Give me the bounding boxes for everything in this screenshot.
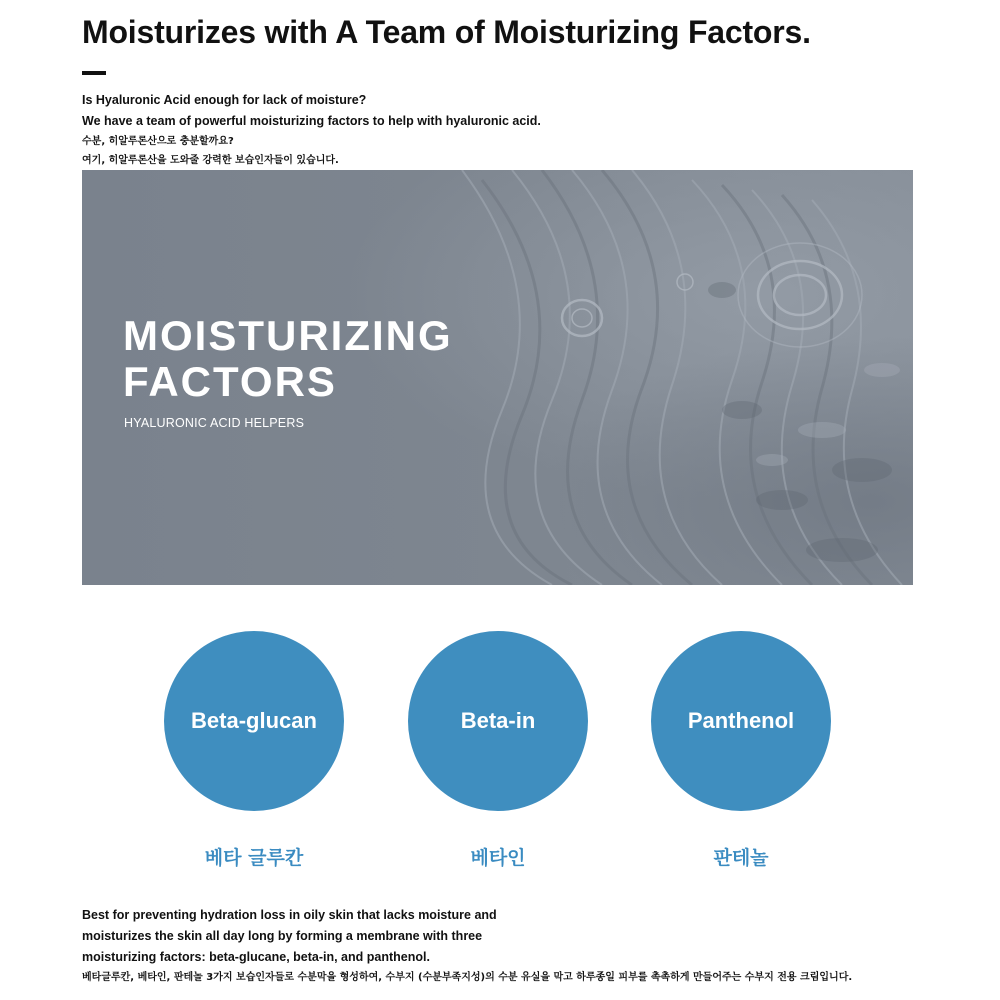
factor-circle-panthenol — [651, 631, 831, 811]
description-en-line: moisturizing factors: beta-glucane, beta-in, and panthenol. — [82, 950, 430, 964]
description-text — [82, 905, 942, 988]
intro-en-line: We have a team of powerful moisturizing factors to help with hyaluronic acid. — [82, 114, 541, 128]
factor-label: Panthenol — [687, 708, 795, 733]
page-title: Moisturizes with A Team of Moisturizing Factors. — [82, 14, 811, 50]
intro-text — [82, 90, 922, 170]
factor-label: Beta-glucan — [191, 708, 317, 733]
banner-title-line1: MOISTURIZING — [123, 312, 453, 359]
description-ko-line: 베타글루칸, 베타인, 판테놀 3가지 보습인자들로 수분막을 형성하여, 수부지 (수분부족지성)의 수분 유실을 막고 하루종일 피부를 촉촉하게 만들어주는 수부지 전용 크림입니다. — [82, 972, 853, 983]
intro-ko-line: 수분, 히알루론산으로 충분할까요? — [82, 136, 234, 147]
water-banner — [82, 170, 913, 585]
banner-title-line2: FACTORS — [123, 358, 337, 405]
factor-korean-label: 베타인 — [470, 847, 526, 869]
intro-en-line: Is Hyaluronic Acid enough for lack of moisture? — [82, 93, 367, 107]
factor-label: Beta-in — [460, 708, 536, 733]
banner-title — [123, 313, 453, 405]
factor-circle-beta-glucan — [164, 631, 344, 811]
description-en-line: moisturizes the skin all day long by forming a membrane with three — [82, 929, 483, 943]
description-en-line: Best for preventing hydration loss in oily skin that lacks moisture and — [82, 908, 497, 922]
intro-ko-line: 여기, 히알루론산을 도와줄 강력한 보습인자들이 있습니다. — [82, 155, 339, 166]
factor-circle-beta-in — [408, 631, 588, 811]
factor-korean-label: 판테놀 — [713, 847, 769, 869]
banner-subtitle: HYALURONIC ACID HELPERS — [124, 416, 305, 430]
title-underline — [82, 71, 106, 75]
factor-korean-label: 베타 글루칸 — [204, 847, 304, 869]
